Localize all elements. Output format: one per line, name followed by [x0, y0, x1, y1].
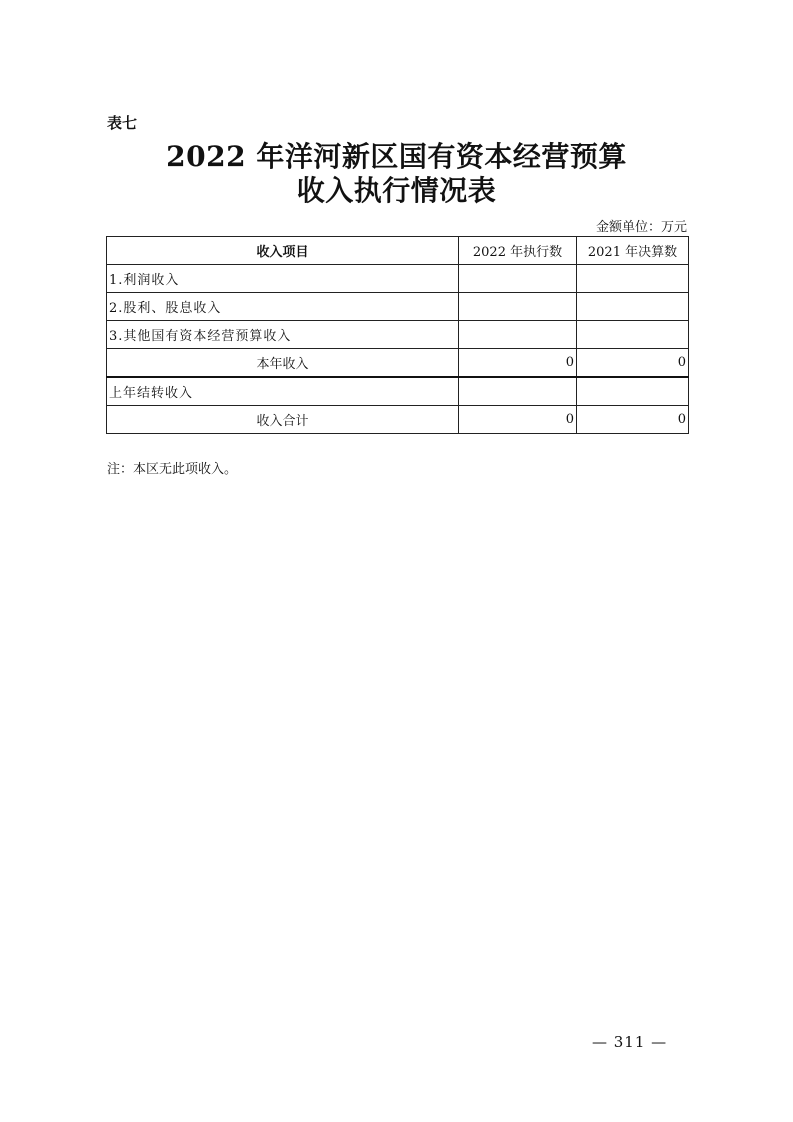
row-value-2022 — [459, 321, 577, 349]
row-value-2021: 0 — [577, 349, 689, 378]
row-item: 收入合计 — [107, 406, 459, 434]
row-value-2021: 0 — [577, 406, 689, 434]
row-item: 3.其他国有资本经营预算收入 — [107, 321, 459, 349]
row-value-2022 — [459, 377, 577, 406]
row-item: 1.利润收入 — [107, 265, 459, 293]
row-item: 上年结转收入 — [107, 377, 459, 406]
row-value-2022: 0 — [459, 406, 577, 434]
row-value-2021 — [577, 321, 689, 349]
page-title-line-2: 收入执行情况表 — [296, 174, 497, 207]
header-2022: 2022 年执行数 — [459, 237, 577, 265]
page-title-line-1: 2022 年洋河新区国有资本经营预算 — [166, 140, 627, 173]
row-item: 2.股利、股息收入 — [107, 293, 459, 321]
row-value-2021 — [577, 265, 689, 293]
revenue-table — [106, 236, 689, 434]
header-item: 收入项目 — [107, 237, 459, 265]
row-item: 本年收入 — [107, 349, 459, 378]
row-value-2022 — [459, 265, 577, 293]
table-row — [107, 321, 689, 349]
row-value-2021 — [577, 377, 689, 406]
row-value-2022 — [459, 293, 577, 321]
table-label: 表七 — [107, 114, 138, 132]
amount-unit: 金额单位：万元 — [595, 220, 687, 235]
footnote: 注：本区无此项收入。 — [107, 462, 238, 477]
table-row-total — [107, 406, 689, 434]
header-2021: 2021 年决算数 — [577, 237, 689, 265]
table-row — [107, 293, 689, 321]
row-value-2021 — [577, 293, 689, 321]
table-row-subtotal — [107, 349, 689, 378]
table-row — [107, 265, 689, 293]
table-row — [107, 377, 689, 406]
table-header-row — [107, 237, 689, 265]
page-number: — 311 — — [592, 1033, 668, 1051]
row-value-2022: 0 — [459, 349, 577, 378]
